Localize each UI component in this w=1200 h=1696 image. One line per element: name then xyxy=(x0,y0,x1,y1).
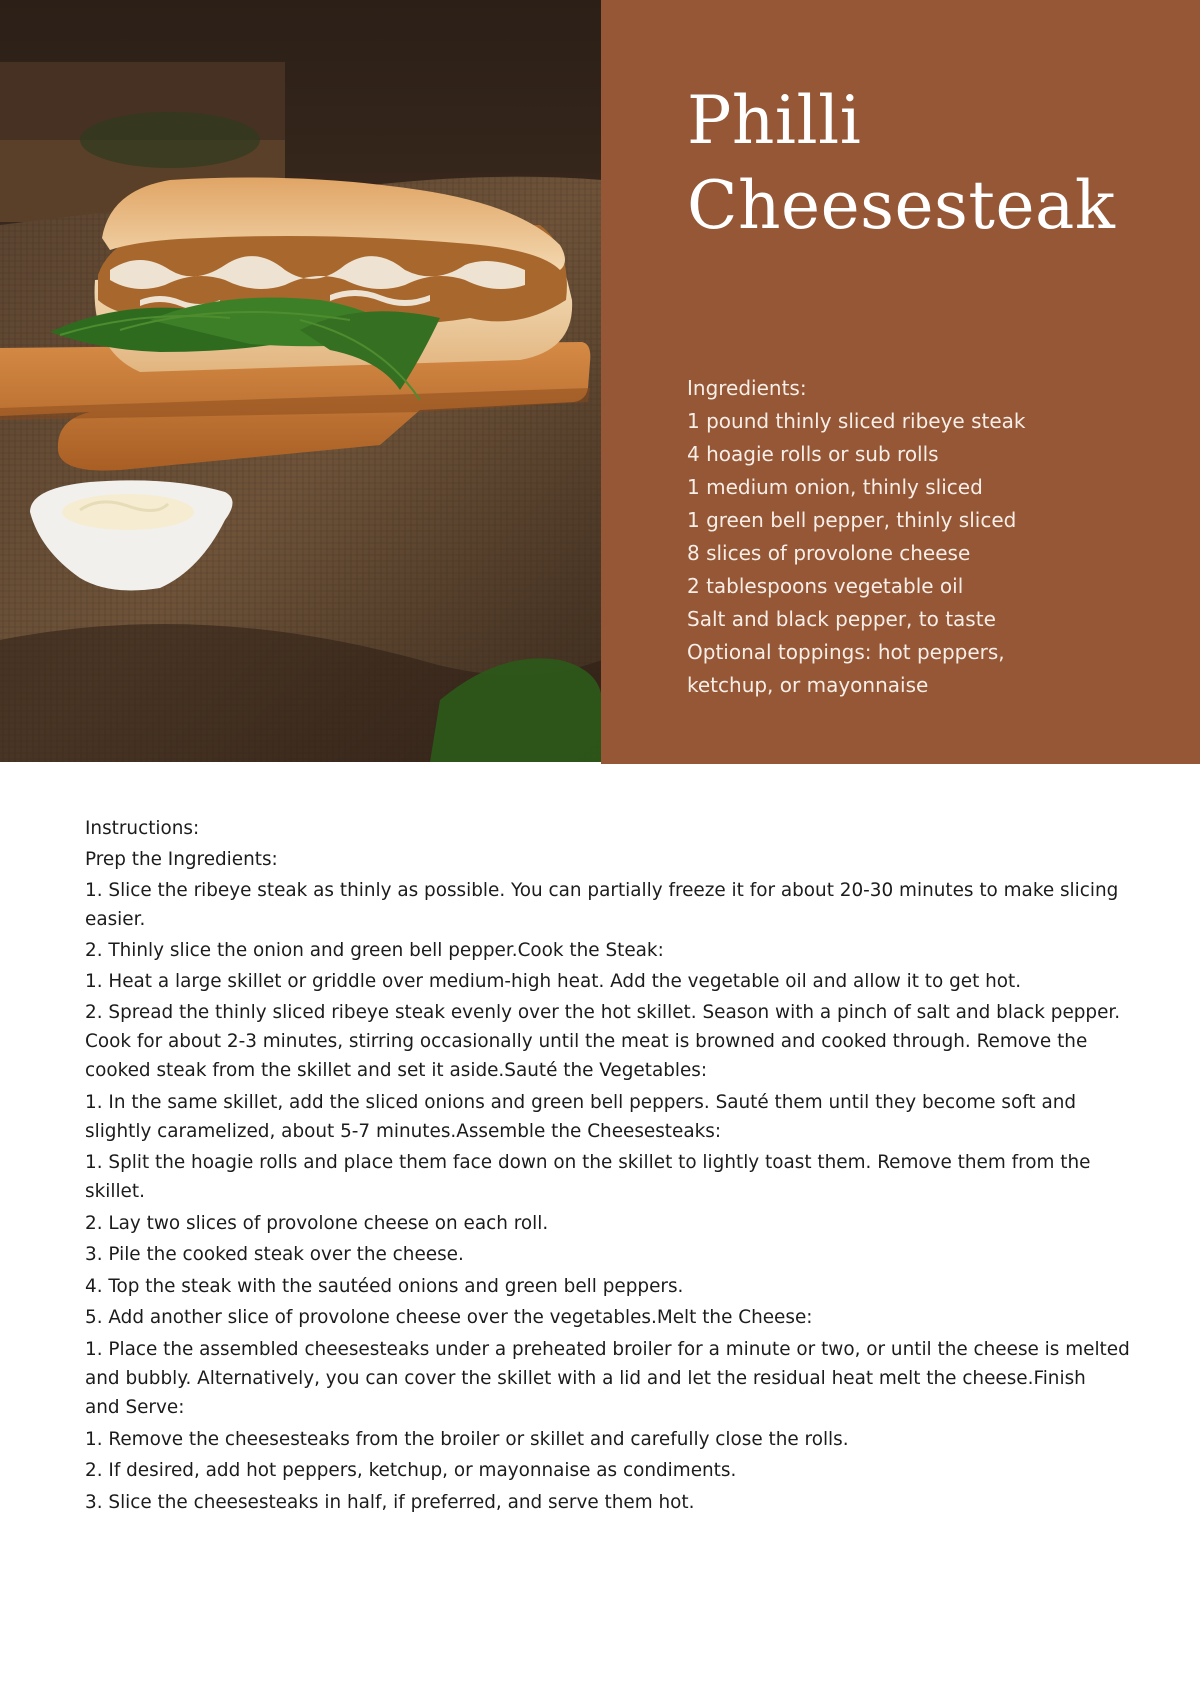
instruction-line: easier. xyxy=(85,909,146,930)
instruction-line: 1. Remove the cheesesteaks from the broiler or skillet and carefully close the rolls. xyxy=(85,1429,849,1450)
instruction-line: 1. In the same skillet, add the sliced onions and green bell peppers. Sauté them until they become soft and xyxy=(85,1092,1077,1113)
ingredient-item: 2 tablespoons vegetable oil xyxy=(687,574,964,598)
ingredient-item: 8 slices of provolone cheese xyxy=(687,541,971,565)
cheesesteak-photo xyxy=(0,0,602,762)
instructions-heading: Instructions: xyxy=(85,818,200,839)
recipe-hero xyxy=(0,0,1200,764)
instruction-line: slightly caramelized, about 5-7 minutes.Assemble the Cheesesteaks: xyxy=(85,1121,722,1142)
instruction-line: 1. Slice the ribeye steak as thinly as possible. You can partially freeze it for about 20-30 minutes to make slicing xyxy=(85,880,1119,901)
instruction-line: cooked steak from the skillet and set it aside.Sauté the Vegetables: xyxy=(85,1060,708,1081)
instruction-line: 1. Split the hoagie rolls and place them face down on the skillet to lightly toast them. Remove them from the xyxy=(85,1152,1091,1173)
instruction-line: and bubbly. Alternatively, you can cover the skillet with a lid and let the residual heat melt the cheese.Finish xyxy=(85,1368,1086,1389)
instruction-line: 3. Slice the cheesesteaks in half, if preferred, and serve them hot. xyxy=(85,1492,695,1513)
ingredient-item: Optional toppings: hot peppers, xyxy=(687,640,1005,664)
instruction-line: skillet. xyxy=(85,1181,145,1202)
ingredient-item: ketchup, or mayonnaise xyxy=(687,673,929,697)
ingredient-item: 4 hoagie rolls or sub rolls xyxy=(687,442,939,466)
sandwich-illustration xyxy=(0,0,602,762)
instruction-line: Cook for about 2-3 minutes, stirring occasionally until the meat is browned and cooked through. Remove the xyxy=(85,1031,1088,1052)
recipe-title xyxy=(687,78,1115,248)
instruction-line: 1. Place the assembled cheesesteaks under a preheated broiler for a minute or two, or until the cheese is melted xyxy=(85,1339,1130,1360)
instruction-line: 5. Add another slice of provolone cheese over the vegetables.Melt the Cheese: xyxy=(85,1307,813,1328)
ingredient-item: 1 pound thinly sliced ribeye steak xyxy=(687,409,1026,433)
section-heading-prep: Prep the Ingredients: xyxy=(85,849,278,870)
instruction-line: 2. Thinly slice the onion and green bell pepper.Cook the Steak: xyxy=(85,940,664,961)
ingredient-item: 1 green bell pepper, thinly sliced xyxy=(687,508,1017,532)
ingredient-item: 1 medium onion, thinly sliced xyxy=(687,475,983,499)
instruction-line: and Serve: xyxy=(85,1397,185,1418)
instruction-line: 4. Top the steak with the sautéed onions and green bell peppers. xyxy=(85,1276,684,1297)
ingredient-item: Salt and black pepper, to taste xyxy=(687,607,996,631)
ingredients-heading: Ingredients: xyxy=(687,376,807,400)
instruction-line: 3. Pile the cooked steak over the cheese. xyxy=(85,1244,464,1265)
instruction-line: 2. Lay two slices of provolone cheese on each roll. xyxy=(85,1213,549,1234)
instruction-line: 2. If desired, add hot peppers, ketchup, or mayonnaise as condiments. xyxy=(85,1460,737,1481)
instruction-line: 1. Heat a large skillet or griddle over medium-high heat. Add the vegetable oil and allow it to get hot. xyxy=(85,971,1022,992)
title-line-2: Cheesesteak xyxy=(687,167,1116,244)
title-line-1: Philli xyxy=(687,82,862,159)
instruction-line: 2. Spread the thinly sliced ribeye steak evenly over the hot skillet. Season with a pinch of salt and black pepper. xyxy=(85,1002,1121,1023)
ingredients-list xyxy=(687,372,1026,702)
